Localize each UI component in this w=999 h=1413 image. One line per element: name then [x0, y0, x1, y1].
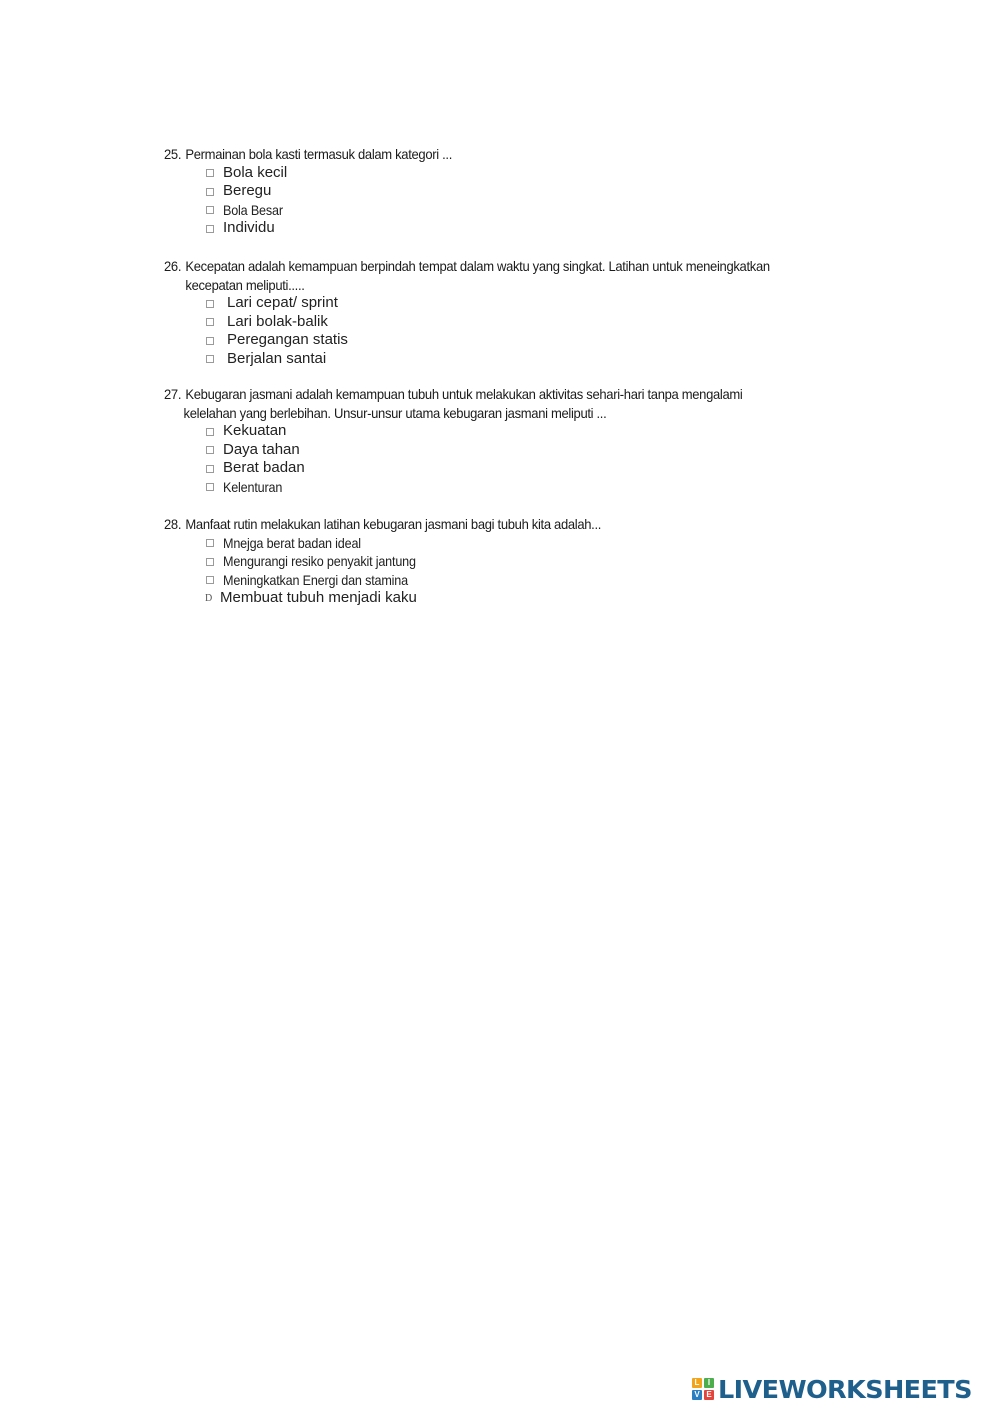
checkbox-icon[interactable] [206, 300, 214, 308]
logo-icon [692, 1378, 714, 1400]
question-26 [164, 257, 844, 368]
question-number: 26. [164, 258, 182, 274]
question-number: 28. [164, 516, 182, 532]
checkbox-icon[interactable] [206, 318, 214, 326]
checkbox-icon[interactable] [206, 465, 214, 473]
option-label: Kekuatan [223, 422, 287, 439]
question-text [164, 515, 796, 534]
answer-option[interactable] [164, 552, 844, 571]
logo-letter: E [704, 1390, 714, 1400]
checkbox-icon[interactable] [206, 337, 214, 345]
checkbox-icon[interactable] [206, 169, 214, 177]
question-text [164, 145, 796, 164]
checkbox-icon[interactable] [206, 483, 214, 491]
question-line: kelelahan yang berlebihan. Unsur-unsur utama kebugaran jasmani meliputi ... [183, 404, 607, 421]
checkbox-icon[interactable] [206, 428, 214, 436]
checkbox-icon[interactable] [206, 446, 214, 454]
answer-option[interactable] [164, 589, 844, 608]
answer-option[interactable] [164, 441, 844, 460]
question-line: kecepatan meliputi..... [185, 276, 305, 293]
option-label: Daya tahan [223, 440, 300, 458]
question-27 [164, 385, 844, 496]
answer-option[interactable] [164, 331, 844, 350]
answer-option[interactable] [164, 478, 844, 497]
answer-option[interactable] [164, 201, 844, 220]
checkbox-icon[interactable] [206, 558, 214, 566]
option-label: Bola Besar [223, 201, 283, 218]
answer-option[interactable] [164, 459, 844, 478]
checkbox-icon[interactable] [206, 576, 214, 584]
answer-options [164, 164, 844, 238]
answer-option[interactable] [164, 313, 844, 332]
liveworksheets-logo [692, 1374, 972, 1404]
question-number: 25. [164, 146, 182, 162]
answer-option[interactable] [164, 350, 844, 369]
question-28 [164, 515, 844, 608]
option-label: Kelenturan [223, 478, 283, 495]
question-line: Kebugaran jasmani adalah kemampuan tubuh untuk melakukan aktivitas sehari-hari tanpa mengalami [185, 386, 743, 402]
checkbox-icon[interactable] [206, 206, 214, 214]
answer-option[interactable] [164, 182, 844, 201]
checkbox-icon[interactable] [206, 188, 214, 196]
answer-option[interactable] [164, 422, 844, 441]
option-label: Mengurangi resiko penyakit jantung [223, 553, 416, 570]
answer-options [164, 294, 844, 368]
question-text [164, 385, 796, 422]
question-line: Permainan bola kasti termasuk dalam kategori ... [185, 146, 453, 162]
checkbox-icon[interactable] [206, 355, 214, 363]
option-label: Berjalan santai [227, 349, 327, 367]
option-label: Lari cepat/ sprint [227, 294, 338, 311]
answer-option[interactable] [164, 534, 844, 553]
logo-letter: I [704, 1378, 714, 1388]
question-line: Manfaat rutin melakukan latihan kebugaran jasmani bagi tubuh kita adalah... [185, 516, 602, 532]
option-label: Lari bolak-balik [227, 312, 328, 330]
option-label: Peregangan statis [227, 331, 348, 349]
logo-letter: L [692, 1378, 702, 1388]
option-label: Membuat tubuh menjadi kaku [220, 589, 417, 607]
question-number: 27. [164, 386, 182, 402]
option-label: Meningkatkan Energi dan stamina [223, 571, 408, 588]
option-label: Berat badan [223, 459, 305, 477]
question-text [164, 257, 796, 294]
answer-option[interactable] [164, 294, 844, 313]
option-label: Individu [223, 219, 275, 237]
checkbox-icon[interactable] [206, 539, 214, 547]
answer-option[interactable] [164, 164, 844, 183]
option-label: Bola kecil [223, 163, 288, 181]
logo-letter: V [692, 1390, 702, 1400]
question-25 [164, 145, 844, 238]
option-label: Beregu [223, 182, 272, 200]
answer-options [164, 534, 844, 608]
question-line: Kecepatan adalah kemampuan berpindah tempat dalam waktu yang singkat. Latihan untuk meneingkatkan [185, 258, 770, 274]
answer-options [164, 422, 844, 496]
checkbox-icon[interactable] [206, 225, 214, 233]
answer-option[interactable] [164, 571, 844, 590]
option-label: Mnejga berat badan ideal [223, 534, 361, 551]
option-marker[interactable]: D [205, 593, 213, 605]
answer-option[interactable] [164, 219, 844, 238]
brand-name: LIVEWORKSHEETS [718, 1374, 972, 1404]
